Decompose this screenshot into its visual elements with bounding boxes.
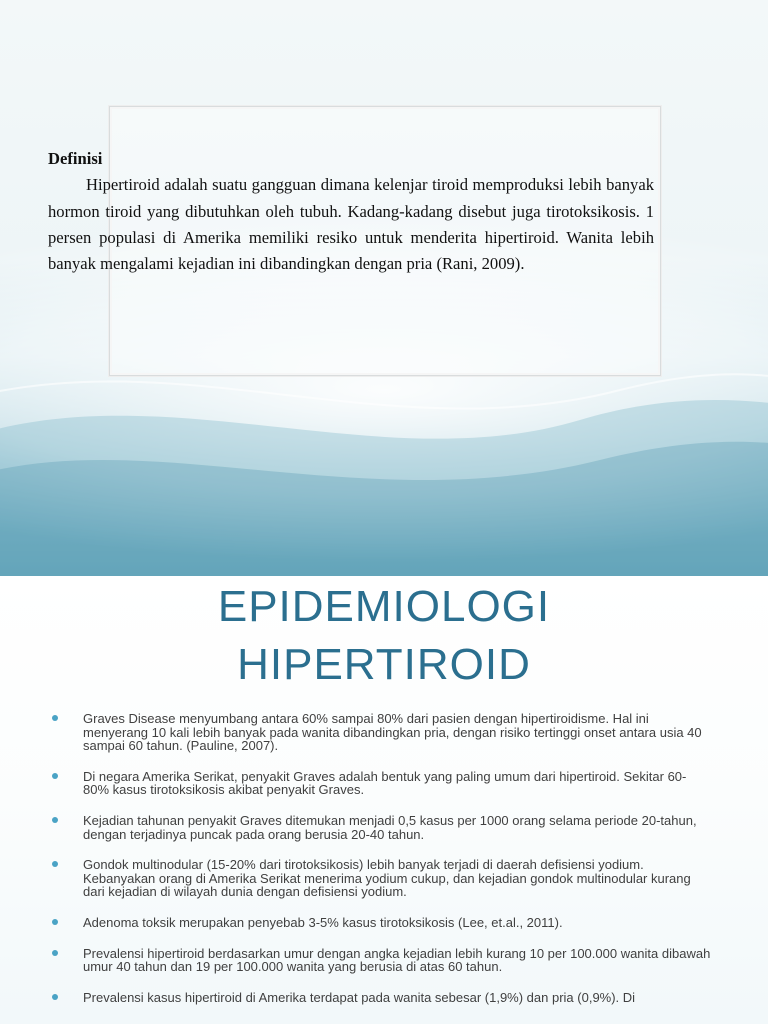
bullet-dot-icon xyxy=(52,817,58,823)
bullet-dot-icon xyxy=(52,861,58,867)
bullet-list xyxy=(52,712,712,1021)
bullet-item: Kejadian tahunan penyakit Graves ditemukan menjadi 0,5 kasus per 1000 orang selama periode 20-tahun, dengan terjadinya puncak pada orang berusia 20-40 tahun. xyxy=(52,814,712,841)
title-line-1: EPIDEMIOLOGI xyxy=(217,582,551,631)
bullet-dot-icon xyxy=(52,994,58,1000)
slide-title xyxy=(0,582,768,702)
bullet-item: Prevalensi hipertiroid berdasarkan umur dengan angka kejadian lebih kurang 10 per 100.000 wanita dibawah umur 40 tahun dan 19 per 100.000 wanita yang berusia di atas 60 tahun. xyxy=(52,947,712,974)
bullet-dot-icon xyxy=(52,715,58,721)
bullet-dot-icon xyxy=(52,773,58,779)
bullet-item: Adenoma toksik merupakan penyebab 3-5% kasus tirotoksikosis (Lee, et.al., 2011). xyxy=(52,916,712,930)
bullet-item: Prevalensi kasus hipertiroid di Amerika terdapat pada wanita sebesar (1,9%) dan pria (0,9%). Di xyxy=(52,991,712,1005)
definition-paragraph: Hipertiroid adalah suatu gangguan dimana kelenjar tiroid memproduksi lebih banyak hormon tiroid yang dibutuhkan oleh tubuh. Kadang-kadang disebut juga tirotoksikosis. 1 persen populasi di Amerika memiliki resiko untuk menderita hipertiroid. Wanita lebih banyak mengalami kejadian ini dibandingkan dengan pria (Rani, 2009). xyxy=(48,175,654,274)
definition-textbox xyxy=(48,146,654,277)
title-line-2: HIPERTIROID xyxy=(237,640,531,689)
definition-heading: Definisi xyxy=(48,149,103,168)
slide-epidemiologi xyxy=(0,576,768,1024)
bullet-item: Di negara Amerika Serikat, penyakit Graves adalah bentuk yang paling umum dari hipertiroid. Sekitar 60-80% kasus tirotoksikosis akibat penyakit Graves. xyxy=(52,770,712,797)
bullet-item: Graves Disease menyumbang antara 60% sampai 80% dari pasien dengan hipertiroidisme. Hal ini menyerang 10 kali lebih banyak pada wanita dibandingkan pria, dengan risiko tertinggi onset antara usia 40 sampai 60 tahun. (Pauline, 2007). xyxy=(52,712,712,753)
bullet-item: Gondok multinodular (15-20% dari tirotoksikosis) lebih banyak terjadi di daerah defisiensi yodium. Kebanyakan orang di Amerika Serikat menerima yodium cukup, dan kejadian gondok multinodular kurang dari kejadian di wilayah dunia dengan defisiensi yodium. xyxy=(52,858,712,899)
bullet-dot-icon xyxy=(52,919,58,925)
bullet-dot-icon xyxy=(52,950,58,956)
